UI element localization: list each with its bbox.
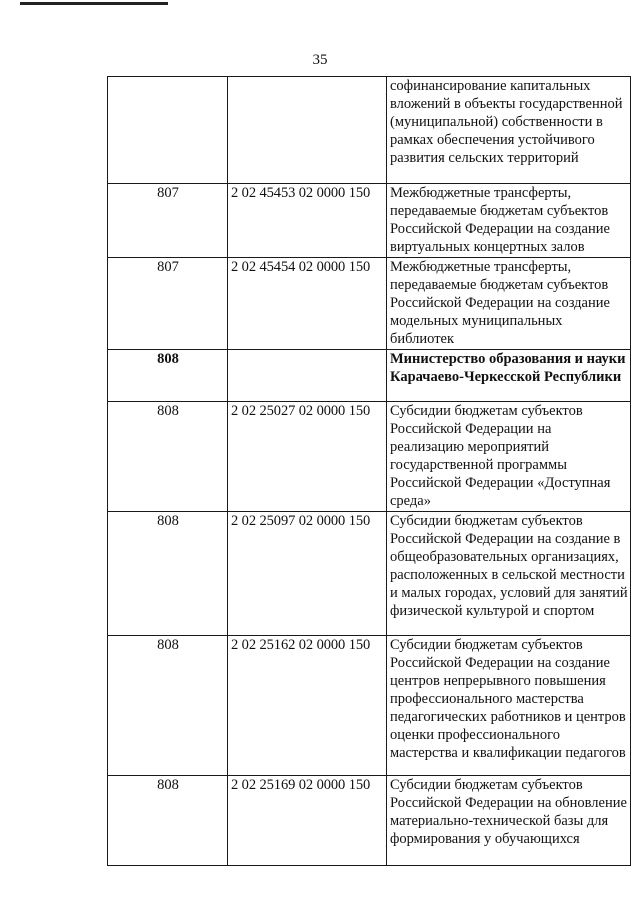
budget-code-cell: 2 02 25027 02 0000 150 (228, 402, 387, 512)
budget-code-cell (228, 350, 387, 402)
description-cell: Субсидии бюджетам субъектов Российской Федерации на создание центров непрерывного повышения профессионального мастерства педагогических работников и центров оценки профессионального мастерства и квалификации педагогов (387, 636, 631, 776)
table-row (108, 258, 631, 350)
description-cell: Субсидии бюджетам субъектов Российской Федерации на создание в общеобразовательных организациях, расположенных в сельской местности и малых городах, условий для занятий физической культурой и спортом (387, 512, 631, 636)
budget-code-cell (228, 77, 387, 184)
table-row (108, 636, 631, 776)
admin-code-cell: 808 (108, 350, 228, 402)
admin-code-cell: 807 (108, 258, 228, 350)
admin-code-cell: 808 (108, 402, 228, 512)
table-row (108, 776, 631, 866)
budget-code-cell: 2 02 25097 02 0000 150 (228, 512, 387, 636)
description-cell: Субсидии бюджетам субъектов Российской Федерации на реализацию мероприятий государственной программы Российской Федерации «Доступная среда» (387, 402, 631, 512)
admin-code-cell: 808 (108, 636, 228, 776)
budget-code-cell: 2 02 25169 02 0000 150 (228, 776, 387, 866)
description-cell: софинансирование капитальных вложений в объекты государственной (муниципальной) собственности в рамках обеспечения устойчивого развития сельских территорий (387, 77, 631, 184)
table-row (108, 512, 631, 636)
header-rule (20, 2, 168, 5)
page-number: 35 (312, 52, 328, 68)
table-row (108, 77, 631, 184)
budget-code-table (107, 76, 631, 866)
admin-code-cell: 808 (108, 776, 228, 866)
budget-code-cell: 2 02 25162 02 0000 150 (228, 636, 387, 776)
description-cell: Субсидии бюджетам субъектов Российской Федерации на обновление материально-технической базы для формирования у обучающихся (387, 776, 631, 866)
budget-code-cell: 2 02 45453 02 0000 150 (228, 184, 387, 258)
admin-code-cell: 807 (108, 184, 228, 258)
admin-code-cell (108, 77, 228, 184)
description-cell: Межбюджетные трансферты, передаваемые бюджетам субъектов Российской Федерации на создание виртуальных концертных залов (387, 184, 631, 258)
admin-code-cell: 808 (108, 512, 228, 636)
budget-code-cell: 2 02 45454 02 0000 150 (228, 258, 387, 350)
description-cell: Межбюджетные трансферты, передаваемые бюджетам субъектов Российской Федерации на создание модельных муниципальных библиотек (387, 258, 631, 350)
table-row (108, 184, 631, 258)
table-row-section-header (108, 350, 631, 402)
ministry-name-cell: Министерство образования и науки Карачаево-Черкесской Республики (387, 350, 631, 402)
table-row (108, 402, 631, 512)
